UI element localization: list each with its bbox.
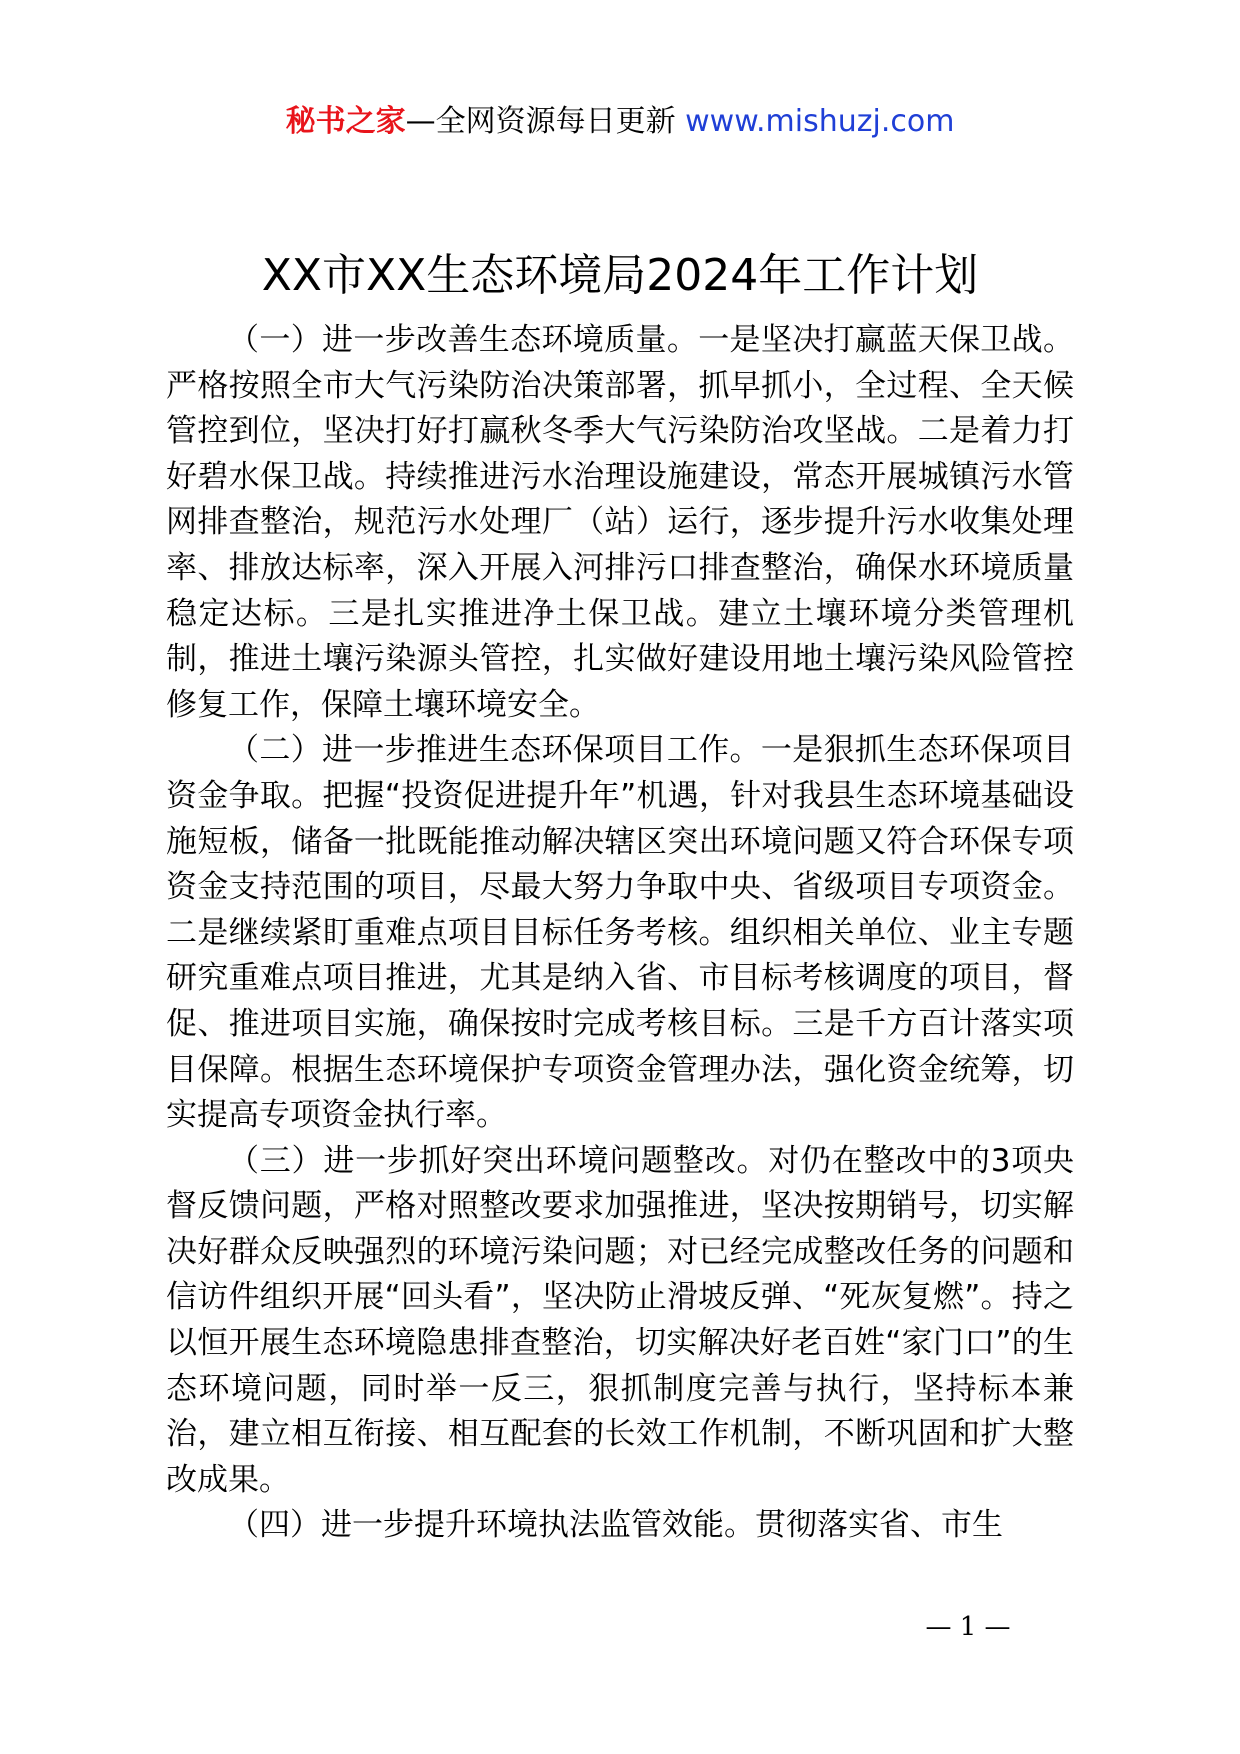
paragraph-section-1: （一）进一步改善生态环境质量。一是坚决打赢蓝天保卫战。严格按照全市大气污染防治决策部署，抓早抓小，全过程、全天候管控到位，坚决打好打赢秋冬季大气污染防治攻坚战。二是着力打好碧水保卫战。持续推进污水治理设施建设，常态开展城镇污水管网排查整治，规范污水处理厂（站）运行，逐步提升污水收集处理率、排放达标率，深入开展入河排污口排查整治，确保水环境质量稳定达标。三是扎实推进净土保卫战。建立土壤环境分类管理机制，推进土壤污染源头管控，扎实做好建设用地土壤污染风险管控修复工作，保障土壤环境安全。 [166,322,1074,723]
site-header-banner [0,102,1240,142]
site-brand-name: 秘书之家 [285,104,406,139]
document-title: XX市XX生态环境局2024年工作计划 [261,250,979,301]
page-number: — 1 — [925,1612,1011,1642]
site-url-link[interactable]: www.mishuzj.com [685,104,955,139]
paragraph-section-2: （二）进一步推进生态环保项目工作。一是狠抓生态环保项目资金争取。把握“投资促进提升年”机遇，针对我县生态环境基础设施短板，储备一批既能推动解决辖区突出环境问题又符合环保专项资金支持范围的项目，尽最大努力争取中央、省级项目专项资金。二是继续紧盯重难点项目目标任务考核。组织相关单位、业主专题研究重难点项目推进，尤其是纳入省、市目标考核调度的项目，督促、推进项目实施，确保按时完成考核目标。三是千方百计落实项目保障。根据生态环境保护专项资金管理办法，强化资金统筹，切实提高专项资金执行率。 [166,732,1074,1134]
document-body [166,318,1074,1549]
paragraph-section-4: （四）进一步提升环境执法监管效能。贯彻落实省、市生 [228,1507,1003,1544]
site-slogan: —全网资源每日更新 [405,104,686,139]
paragraph-section-3: （三）进一步抓好突出环境问题整改。对仍在整改中的3项央督反馈问题，严格对照整改要求加强推进，坚决按期销号，切实解决好群众反映强烈的环境污染问题；对已经完成整改任务的问题和信访件组织开展“回头看”，坚决防止滑坡反弹、“死灰复燃”。持之以恒开展生态环境隐患排查整治，切实解决好老百姓“家门口”的生态环境问题，同时举一反三，狠抓制度完善与执行，坚持标本兼治，建立相互衔接、相互配套的长效工作机制，不断巩固和扩大整改成果。 [166,1142,1074,1498]
